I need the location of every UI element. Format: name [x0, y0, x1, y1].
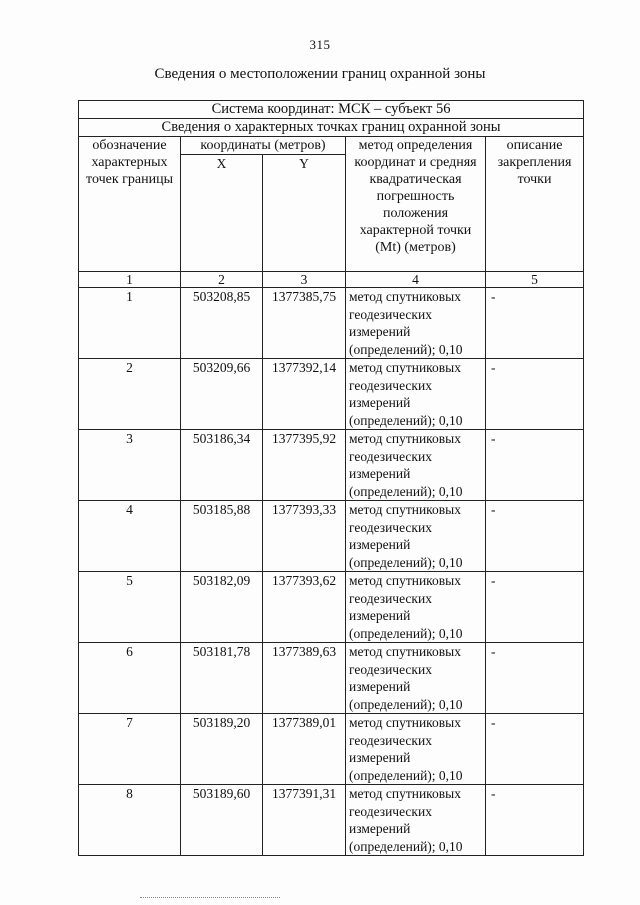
coord-y: 1377393,62 — [263, 572, 346, 643]
header-x: X — [181, 155, 263, 272]
description-cell — [486, 359, 584, 430]
header-description: описание закрепления точки — [486, 137, 584, 272]
coord-y: 1377385,75 — [263, 288, 346, 359]
column-number: 2 — [181, 272, 263, 288]
coord-x: 503186,34 — [181, 430, 263, 501]
coord-x: 503185,88 — [181, 501, 263, 572]
point-number: 7 — [79, 714, 181, 785]
section-title-row — [79, 119, 584, 137]
header-row — [79, 137, 584, 155]
column-number: 4 — [346, 272, 486, 288]
header-point-designation: обозначение характерных точек границы — [79, 137, 181, 272]
description-text: - — [491, 431, 496, 446]
coord-y: 1377391,31 — [263, 785, 346, 856]
description-text: - — [491, 786, 496, 801]
description-text: - — [491, 573, 496, 588]
method-cell: метод спутниковых геодезических измерений (определений); 0,10 — [346, 359, 486, 430]
description-cell — [486, 714, 584, 785]
table-row — [79, 430, 584, 501]
coord-y: 1377395,92 — [263, 430, 346, 501]
method-cell: метод спутниковых геодезических измерений (определений); 0,10 — [346, 430, 486, 501]
description-cell — [486, 643, 584, 714]
coord-x: 503181,78 — [181, 643, 263, 714]
coord-y: 1377393,33 — [263, 501, 346, 572]
section-title: Сведения о характерных точках границ охранной зоны — [79, 119, 584, 137]
coord-y: 1377389,63 — [263, 643, 346, 714]
point-number: 3 — [79, 430, 181, 501]
column-number: 5 — [486, 272, 584, 288]
header-coordinates: координаты (метров) — [181, 137, 346, 155]
point-number: 6 — [79, 643, 181, 714]
page-title: Сведения о местоположении границ охранной зоны — [154, 66, 486, 82]
table-row — [79, 288, 584, 359]
coord-y: 1377389,01 — [263, 714, 346, 785]
table-row — [79, 501, 584, 572]
coordinate-system-row — [79, 101, 584, 119]
method-cell: метод спутниковых геодезических измерений (определений); 0,10 — [346, 501, 486, 572]
column-number: 1 — [79, 272, 181, 288]
method-cell: метод спутниковых геодезических измерений (определений); 0,10 — [346, 643, 486, 714]
point-number: 8 — [79, 785, 181, 856]
bottom-scan-artifact — [140, 897, 280, 900]
description-text: - — [491, 502, 496, 517]
description-cell — [486, 572, 584, 643]
header-method: метод определения координат и средняя квадратическая погрешность положения характерной точки (Mt) (метров) — [346, 137, 486, 272]
description-cell — [486, 288, 584, 359]
table-row — [79, 714, 584, 785]
description-text: - — [491, 644, 496, 659]
point-number: 5 — [79, 572, 181, 643]
header-y: Y — [263, 155, 346, 272]
coord-x: 503208,85 — [181, 288, 263, 359]
column-number: 3 — [263, 272, 346, 288]
table-row — [79, 359, 584, 430]
method-cell: метод спутниковых геодезических измерений (определений); 0,10 — [346, 714, 486, 785]
point-number: 4 — [79, 501, 181, 572]
boundary-points-table — [78, 100, 584, 856]
coord-x: 503189,60 — [181, 785, 263, 856]
coord-x: 503189,20 — [181, 714, 263, 785]
description-text: - — [491, 715, 496, 730]
point-number: 2 — [79, 359, 181, 430]
coord-y: 1377392,14 — [263, 359, 346, 430]
method-cell: метод спутниковых геодезических измерений (определений); 0,10 — [346, 572, 486, 643]
method-cell: метод спутниковых геодезических измерений (определений); 0,10 — [346, 785, 486, 856]
description-cell — [486, 430, 584, 501]
point-number: 1 — [79, 288, 181, 359]
description-text: - — [491, 360, 496, 375]
description-text: - — [491, 289, 496, 304]
table-row — [79, 785, 584, 856]
description-cell — [486, 501, 584, 572]
page-number: 315 — [309, 37, 331, 52]
column-numbers-row — [79, 272, 584, 288]
description-cell — [486, 785, 584, 856]
table-row — [79, 643, 584, 714]
coord-x: 503209,66 — [181, 359, 263, 430]
coord-x: 503182,09 — [181, 572, 263, 643]
method-cell: метод спутниковых геодезических измерений (определений); 0,10 — [346, 288, 486, 359]
coordinate-system-label: Система координат: МСК – субъект 56 — [79, 101, 584, 119]
table-row — [79, 572, 584, 643]
